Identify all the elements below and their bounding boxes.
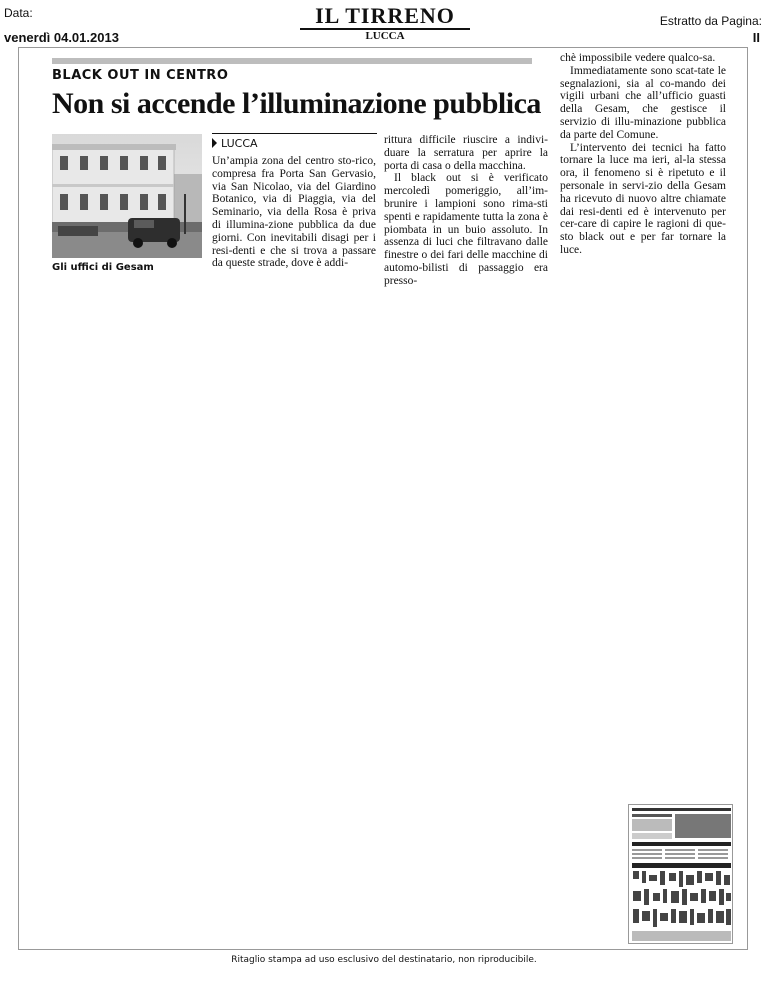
paragraph: Il black out si è verificato mercoledì pomeriggio, all’im-brunire i lampioni sono rima-sti spenti e rapidamente tutta la zona è piombata in un buio assoluto. In assenza di luci che filtravano dalle finestre o dei fari delle macchine di automo-bilisti di passaggio era presso- xyxy=(384,172,548,287)
footer-notice: Ritaglio stampa ad uso esclusivo del destinatario, non riproducibile. xyxy=(231,955,537,965)
dateline-marker-icon xyxy=(212,138,217,148)
issue-date: venerdì 04.01.2013 xyxy=(4,30,119,45)
paragraph: Un’ampia zona del centro sto-rico, compresa fra Porta San Gervasio, via San Nicolao, via del Giardino Botanico, via di Piaggia, via del Seminario, via della Rosa è priva di illumina-zione pubblica da due giorni. Con inevitabili disagi per i resi-denti e che si trova a passare da queste strade, dove è addi- xyxy=(212,155,376,270)
article-photo xyxy=(52,134,202,258)
dateline-city: LUCCA xyxy=(221,137,258,150)
masthead-name: IL TIRRENO xyxy=(300,4,470,30)
page-label: Estratto da Pagina: xyxy=(659,14,762,28)
page-thumbnail xyxy=(628,804,733,944)
photo-caption: Gli uffici di Gesam xyxy=(52,262,154,273)
page-number: II xyxy=(752,30,760,45)
article-kicker: BLACK OUT IN CENTRO xyxy=(52,68,229,83)
date-label: Data: xyxy=(4,6,33,20)
paragraph: chè impossibile vedere qualco-sa. xyxy=(560,52,716,64)
article-column-1 xyxy=(212,155,376,270)
page-thumbnail-image xyxy=(629,805,733,944)
gesam-building-photo xyxy=(52,134,202,258)
article-dateline xyxy=(212,133,377,150)
article-headline: Non si accende l’illuminazione pubblica xyxy=(52,87,541,120)
paragraph: rittura difficile riuscire a indivi-duare la serratura per aprire la porta di casa o della macchina. xyxy=(384,134,548,172)
section-bar xyxy=(52,58,532,64)
paragraph: Immediatamente sono scat-tate le segnalazioni, sia al co-mando dei vigili urbani che all’ufficio guasti della Gesam, che gestisce il servizio di illu-minazione pubblica da parte del Comune. xyxy=(560,64,726,141)
paragraph: L’intervento dei tecnici ha fatto tornare la luce ma ieri, al-la stessa ora, il fenomeno si è ripetuto e il personale in servi-zio della Gesam ha ricevuto di nuovo altre chiamate dai resi-denti ed è intervenuto per cer-care di capire le ragioni di que-sto black out e per far tornare la luce. xyxy=(560,141,726,256)
article-column-2 xyxy=(384,134,548,288)
masthead xyxy=(300,4,470,43)
article-column-3 xyxy=(560,52,726,257)
masthead-city: LUCCA xyxy=(365,30,405,42)
